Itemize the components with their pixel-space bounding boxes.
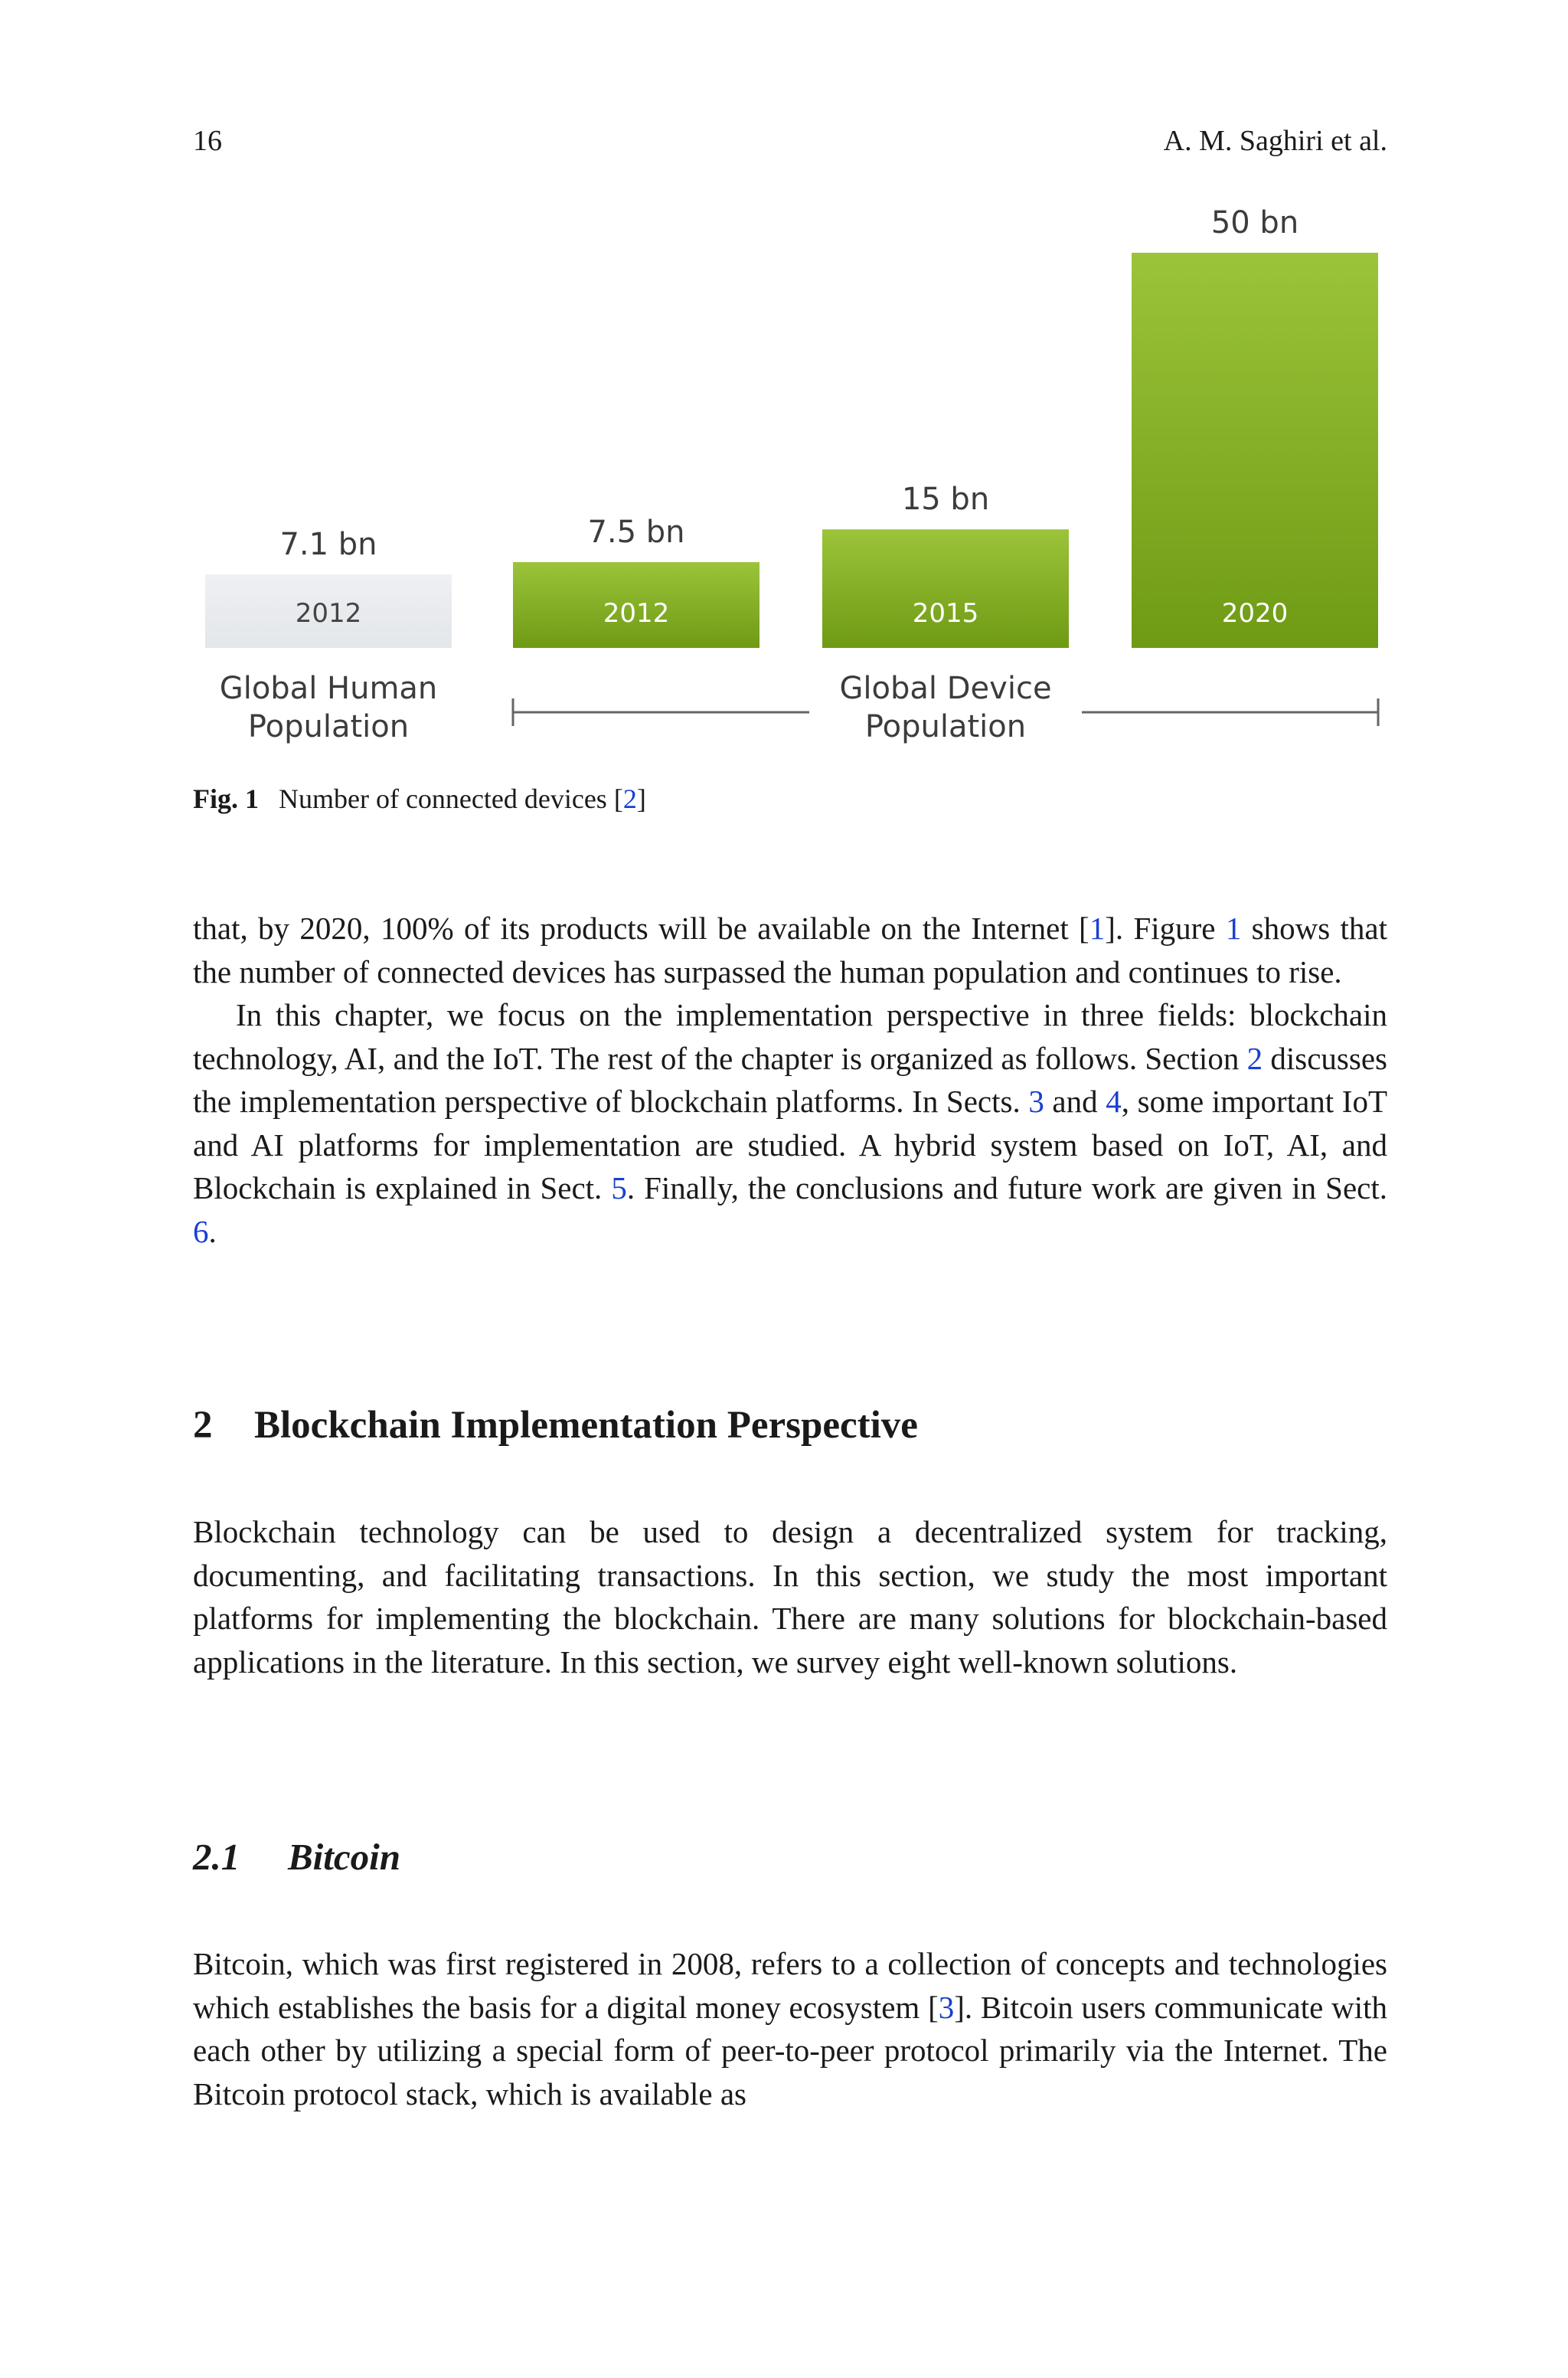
subsection-number: 2.1 <box>193 1836 240 1878</box>
caption-text: Number of connected devices [ <box>279 783 623 814</box>
paragraph-2 <box>193 993 1387 1253</box>
section-title: Blockchain Implementation Perspective <box>254 1404 918 1447</box>
group-label-human-line1: Global Human <box>219 671 438 706</box>
text-run: In this chapter, we focus on the implementation perspective in three fields: blockchain technology, AI, and the IoT. The rest of the chapter is organized as follows. Section <box>193 997 1387 1076</box>
text-run: shows that the number of connected devices has surpassed the human population and continues to rise. <box>193 911 1388 989</box>
bar-chart <box>193 191 1387 774</box>
section-2-body <box>193 1510 1387 1683</box>
section-number: 2 <box>193 1404 213 1447</box>
text-run: discusses the implementation perspective of blockchain platforms. In Sects. <box>193 1040 1387 1119</box>
paragraph-3: Blockchain technology can be used to design a decentralized system for tracking, documenting, and facilitating transactions. In this section, we study the most important platforms for implementing the blockchain. There are many solutions for blockchain-based applications in the literature. In this section, we survey eight well-known solutions. <box>193 1514 1387 1680</box>
chart-bar-2 <box>822 529 1069 648</box>
bar-value-label: 15 bn <box>901 482 990 518</box>
text-run: ]. Figure <box>1105 911 1226 946</box>
section-link[interactable]: 2 <box>1246 1040 1263 1076</box>
section-link[interactable]: 5 <box>611 1170 627 1205</box>
section-link[interactable]: 3 <box>1028 1084 1044 1119</box>
text-run: that, by 2020, 100% of its products will be available on the Internet [ <box>193 911 1089 946</box>
bar-category-label: 2012 <box>295 598 362 629</box>
chart-bar-3 <box>1132 253 1378 648</box>
figure-label: Fig. 1 <box>193 783 259 814</box>
bar-value-label: 7.1 bn <box>279 527 377 562</box>
text-run: . <box>208 1213 217 1249</box>
group-label-human-line2: Population <box>247 709 410 744</box>
figure-caption <box>193 783 646 815</box>
page-header <box>193 124 1387 162</box>
text-run: and <box>1044 1084 1106 1119</box>
body-text-intro <box>193 907 1387 1253</box>
bar-value-label: 7.5 bn <box>587 515 685 550</box>
group-label-device-line1: Global Device <box>839 671 1052 706</box>
citation-link[interactable]: 1 <box>1089 911 1106 946</box>
text-run: Bitcoin, which was first registered in 2008, refers to a collection of concepts and technologies which establishes the basis for a digital money ecosystem [ <box>193 1946 1387 2025</box>
section-heading <box>193 1403 918 1447</box>
paragraph-1 <box>193 907 1387 993</box>
citation-link[interactable]: 3 <box>938 1989 955 2025</box>
subsection-title: Bitcoin <box>288 1836 401 1878</box>
bar-value-label: 50 bn <box>1210 205 1299 240</box>
bar-category-label: 2012 <box>603 598 670 629</box>
section-link[interactable]: 6 <box>193 1213 209 1249</box>
bar-category-label: 2015 <box>912 598 979 629</box>
caption-close: ] <box>636 783 646 814</box>
figure-1 <box>193 191 1387 774</box>
page-number: 16 <box>193 125 222 157</box>
text-run: . Finally, the conclusions and future work are given in Sect. <box>626 1170 1387 1205</box>
caption-citation-link[interactable]: 2 <box>622 783 637 814</box>
paragraph-4 <box>193 1942 1387 2115</box>
section-2-1-body <box>193 1942 1387 2115</box>
section-link[interactable]: 4 <box>1106 1084 1122 1119</box>
text-run: ]. Bitcoin users communicate with each other by utilizing a special form of peer-to-peer protocol primarily via the Internet. The Bitcoin protocol stack, which is available as <box>193 1989 1388 2111</box>
figure-link[interactable]: 1 <box>1225 911 1242 946</box>
running-head-authors: A. M. Saghiri et al. <box>1163 125 1387 157</box>
subsection-heading <box>193 1835 400 1879</box>
bar-category-label: 2020 <box>1221 598 1289 629</box>
group-label-device-line2: Population <box>864 709 1027 744</box>
text-run: , some important IoT and AI platforms for implementation are studied. A hybrid system based on IoT, AI, and Blockchain is explained in Sect. <box>193 1084 1387 1205</box>
